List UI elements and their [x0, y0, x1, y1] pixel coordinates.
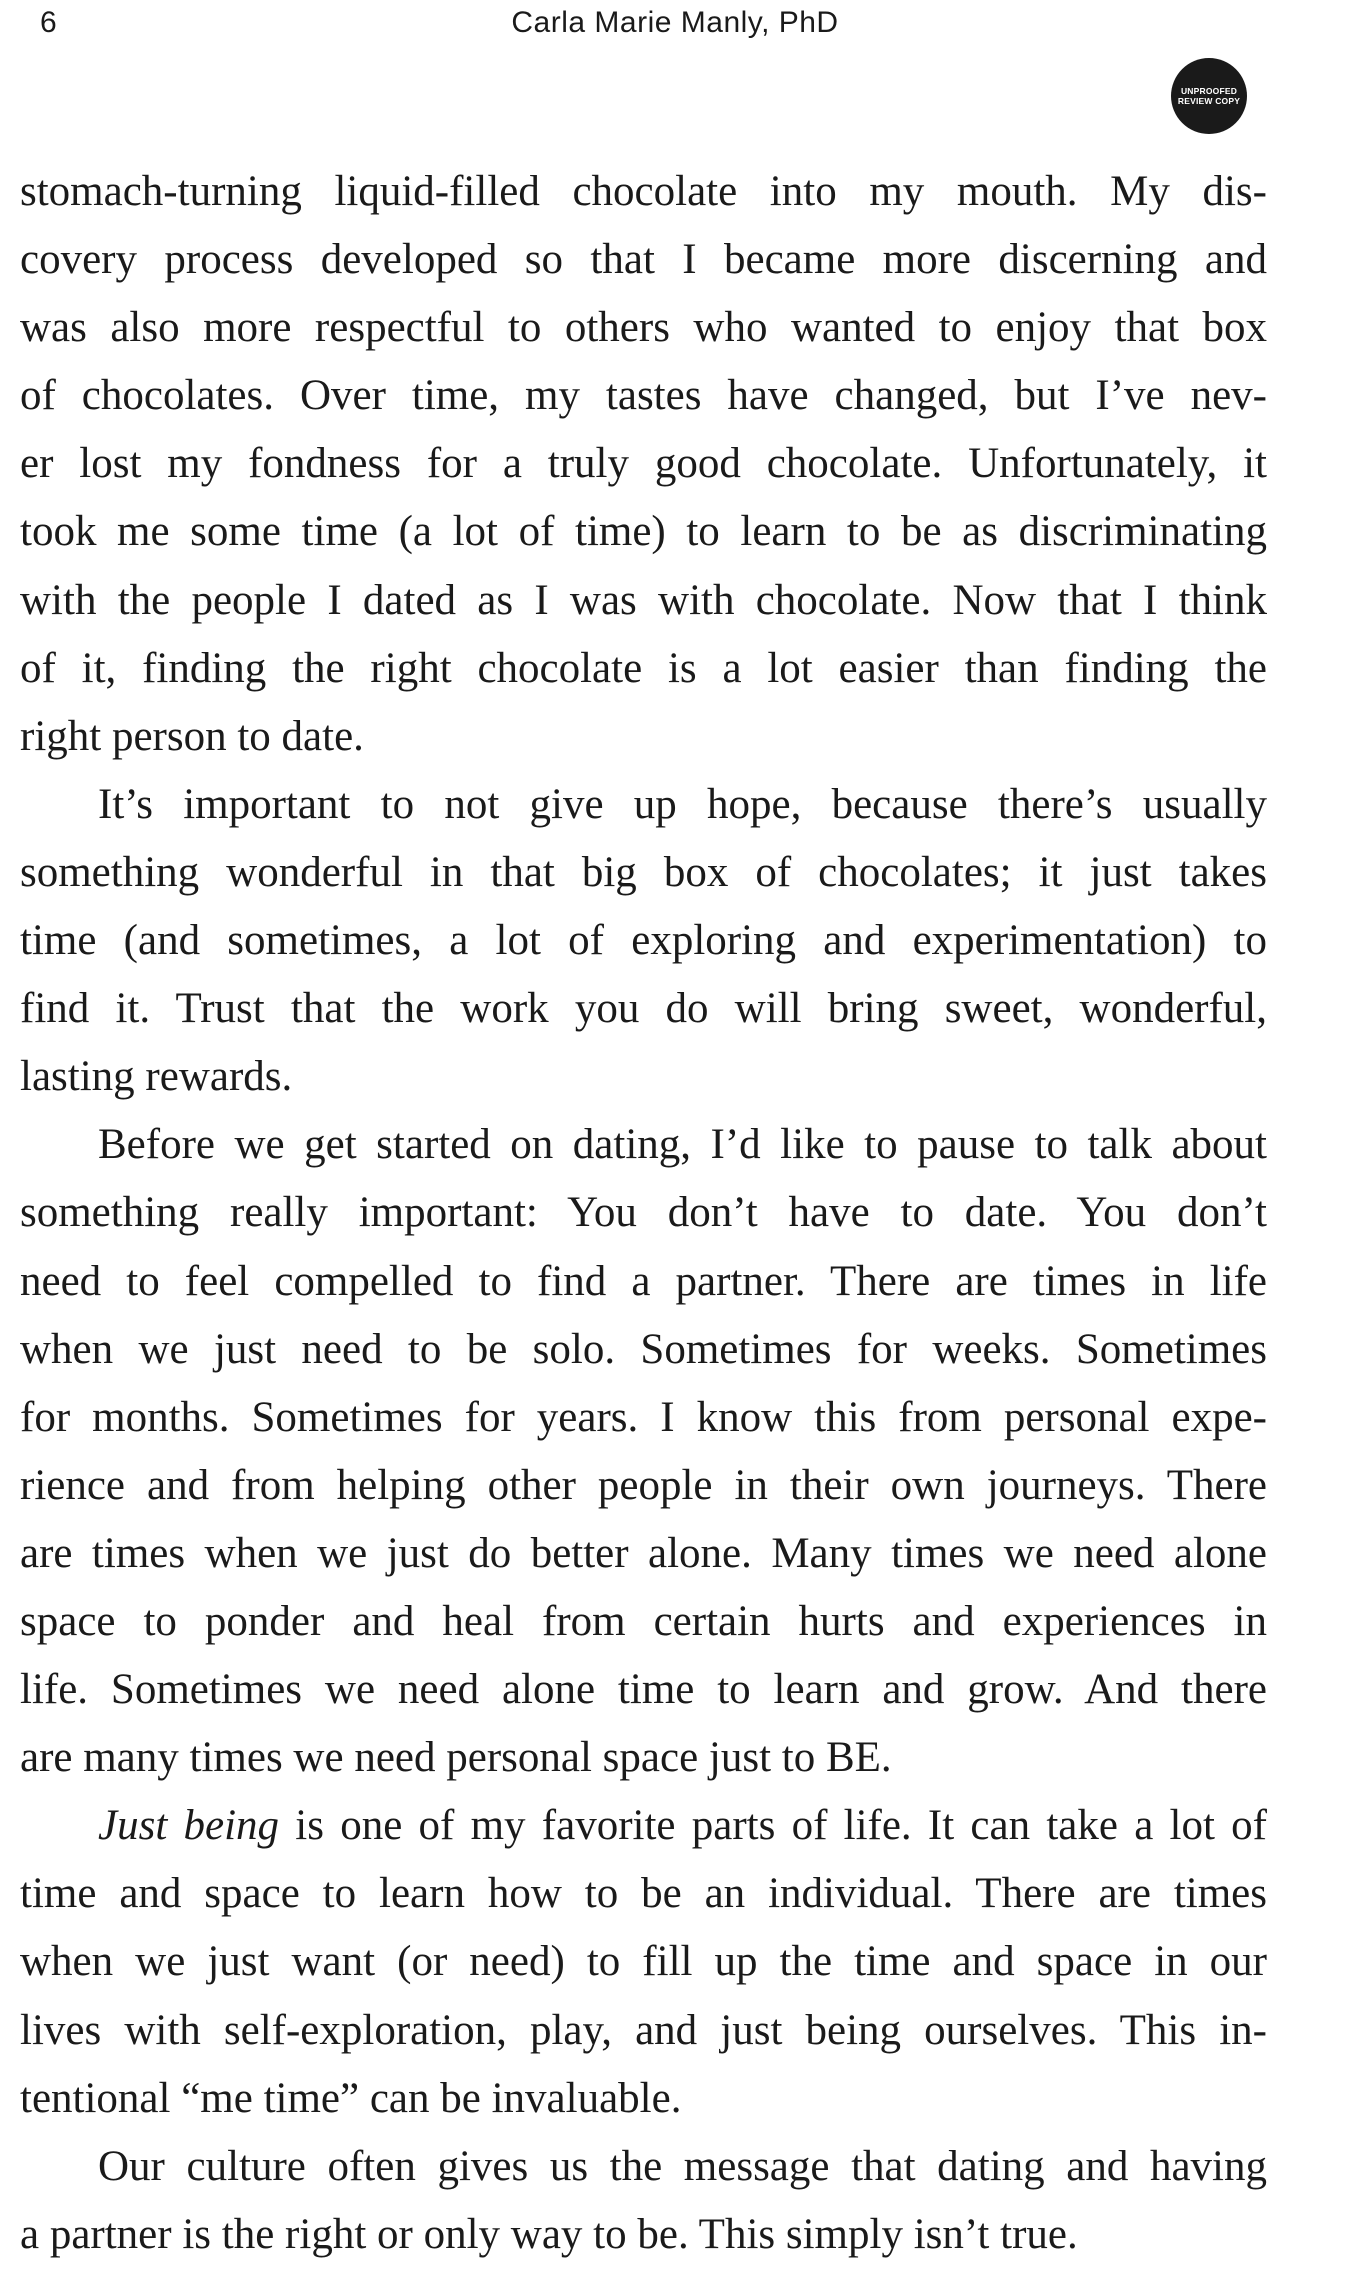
text-line: er lost my fondness for a truly good chocolate. Unfortunately, it — [20, 440, 1267, 488]
text-line: for months. Sometimes for years. I know this from personal expe- — [20, 1393, 1267, 1441]
text-line: rience and from helping other people in their own journeys. There — [20, 1461, 1267, 1509]
badge-line-1: UNPROOFED — [1180, 86, 1238, 96]
body-text — [20, 158, 1267, 2269]
text-line: Just being is one of my favorite parts of life. It can take a lot of — [98, 1802, 1267, 1850]
text-line: tentional “me time” can be invaluable. — [20, 2074, 682, 2122]
italic-lead: Just being — [98, 1802, 280, 1850]
text-line: took me some time (a lot of time) to learn to be as discriminating — [20, 508, 1267, 556]
running-header — [0, 6, 1350, 46]
text-line: Before we get started on dating, I’d like to pause to talk about — [98, 1121, 1267, 1169]
text-line: covery process developed so that I became more discerning and — [20, 236, 1267, 284]
text-line: Our culture often gives us the message that dating and having — [98, 2142, 1267, 2190]
text-line: life. Sometimes we need alone time to learn and grow. And there — [20, 1666, 1267, 1714]
text-line: lasting rewards. — [20, 1053, 293, 1101]
text-line: space to ponder and heal from certain hurts and experiences in — [20, 1597, 1267, 1645]
paragraph — [20, 1792, 1267, 2132]
text-line: when we just want (or need) to fill up the time and space in our — [20, 1938, 1267, 1986]
paragraph — [20, 1111, 1267, 1792]
review-copy-badge — [1171, 58, 1247, 134]
text-line: find it. Trust that the work you do will bring sweet, wonderful, — [20, 985, 1267, 1033]
paragraph — [20, 771, 1267, 1111]
text-line: time and space to learn how to be an individual. There are times — [20, 1870, 1267, 1918]
page-number: 6 — [40, 6, 57, 39]
text-line: stomach-turning liquid-filled chocolate into my mouth. My dis- — [20, 168, 1267, 215]
text-line: time (and sometimes, a lot of exploring and experimentation) to — [20, 917, 1267, 965]
text-line: a partner is the right or only way to be. This simply isn’t true. — [20, 2210, 1078, 2258]
text-line: of it, finding the right chocolate is a lot easier than finding the — [20, 644, 1267, 692]
paragraph — [20, 158, 1267, 771]
text-line: are times when we just do better alone. Many times we need alone — [20, 1529, 1267, 1577]
text-line: need to feel compelled to find a partner. There are times in life — [20, 1257, 1267, 1305]
author-running-head: Carla Marie Manly, PhD — [511, 6, 839, 39]
text-line: something really important: You don’t have to date. You don’t — [20, 1189, 1267, 1237]
text-line: when we just need to be solo. Sometimes for weeks. Sometimes — [20, 1325, 1267, 1373]
text-line: lives with self-exploration, play, and just being ourselves. This in- — [20, 2006, 1267, 2054]
paragraph — [20, 2133, 1267, 2269]
text-line: are many times we need personal space just to BE. — [20, 1734, 892, 1782]
text-line: of chocolates. Over time, my tastes have changed, but I’ve nev- — [20, 372, 1267, 420]
text-line: with the people I dated as I was with chocolate. Now that I think — [20, 576, 1267, 624]
text-line: It’s important to not give up hope, because there’s usually — [98, 780, 1267, 828]
text-line: right person to date. — [20, 712, 364, 760]
text-line: was also more respectful to others who wanted to enjoy that box — [20, 304, 1267, 352]
badge-line-2: REVIEW COPY — [1177, 96, 1241, 106]
text-line: something wonderful in that big box of chocolates; it just takes — [20, 848, 1267, 896]
